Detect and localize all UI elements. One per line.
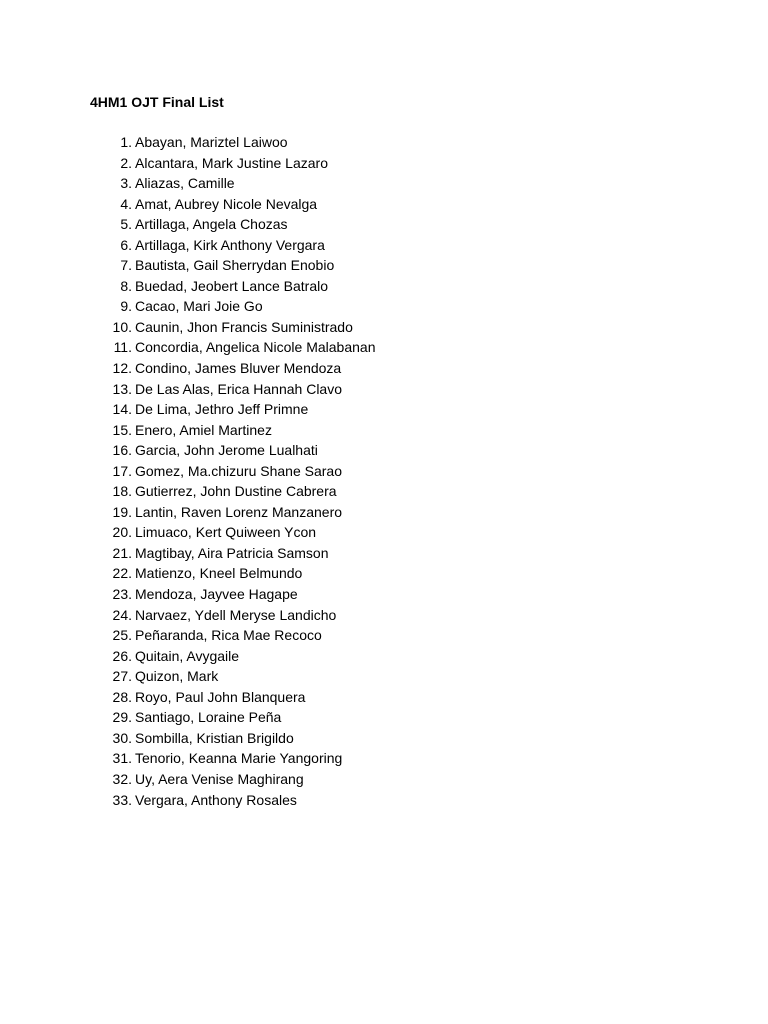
list-item-number: 16. bbox=[112, 442, 132, 459]
list-item-number: 1. bbox=[120, 134, 132, 150]
list-item-name: Buedad, Jeobert Lance Batralo bbox=[135, 277, 329, 294]
list-item-number: 31. bbox=[112, 750, 132, 767]
list-item-name: Amat, Aubrey Nicole Nevalga bbox=[135, 195, 318, 212]
list-item-number: 8. bbox=[120, 277, 132, 294]
document-title: 4HM1 OJT Final List bbox=[90, 94, 224, 110]
list-item-number: 17. bbox=[112, 462, 132, 479]
list-item-number: 32. bbox=[112, 770, 132, 787]
list-item-name: Quitain, Avygaile bbox=[135, 647, 240, 664]
list-item-name: Alcantara, Mark Justine Lazaro bbox=[135, 154, 328, 171]
list-item-name: Condino, James Bluver Mendoza bbox=[135, 360, 342, 377]
list-item-name: Tenorio, Keanna Marie Yangoring bbox=[135, 750, 343, 767]
list-item-number: 6. bbox=[120, 236, 132, 253]
list-item-number: 27. bbox=[112, 668, 132, 685]
list-item-number: 9. bbox=[120, 298, 132, 315]
list-item-number: 11. bbox=[113, 339, 132, 356]
list-item-name: Santiago, Loraine Peña bbox=[135, 709, 282, 726]
list-item-name: Lantin, Raven Lorenz Manzanero bbox=[135, 503, 343, 520]
list-item-name: Limuaco, Kert Quiween Ycon bbox=[135, 524, 317, 541]
list-item-name: Concordia, Angelica Nicole Malabanan bbox=[135, 339, 376, 356]
list-item-name: Cacao, Mari Joie Go bbox=[135, 298, 263, 315]
list-item-name: Gutierrez, John Dustine Cabrera bbox=[135, 483, 337, 500]
list-item-name: Enero, Amiel Martinez bbox=[135, 421, 272, 438]
list-item-name: Aliazas, Camille bbox=[135, 175, 235, 192]
list-item-number: 25. bbox=[112, 627, 132, 644]
list-item-number: 24. bbox=[112, 606, 132, 623]
list-item-name: De Las Alas, Erica Hannah Clavo bbox=[135, 380, 342, 397]
list-item-name: Gomez, Ma.chizuru Shane Sarao bbox=[135, 462, 342, 479]
list-item-name: Abayan, Mariztel Laiwoo bbox=[135, 134, 288, 150]
list-item-number: 7. bbox=[120, 257, 132, 274]
list-item-name: Matienzo, Kneel Belmundo bbox=[135, 565, 303, 582]
list-item-number: 22. bbox=[112, 565, 132, 582]
list-item-number: 15. bbox=[112, 421, 132, 438]
list-item-name: Artillaga, Kirk Anthony Vergara bbox=[135, 236, 325, 253]
list-item-number: 20. bbox=[112, 524, 132, 541]
list-item-number: 23. bbox=[112, 586, 132, 603]
list-item-number: 33. bbox=[112, 791, 132, 808]
list-item-number: 18. bbox=[112, 483, 132, 500]
list-item-number: 28. bbox=[112, 688, 132, 705]
list-item-number: 5. bbox=[120, 216, 132, 233]
list-item-name: Magtibay, Aira Patricia Samson bbox=[135, 544, 329, 561]
list-item-name: Royo, Paul John Blanquera bbox=[135, 688, 306, 705]
list-item-name: Artillaga, Angela Chozas bbox=[135, 216, 288, 233]
list-item-number: 19. bbox=[112, 503, 132, 520]
list-item-number: 14. bbox=[112, 401, 132, 418]
list-item-number: 30. bbox=[112, 729, 132, 746]
list-item-number: 13. bbox=[112, 380, 132, 397]
list-item-number: 29. bbox=[112, 709, 132, 726]
list-item-name: Narvaez, Ydell Meryse Landicho bbox=[135, 606, 337, 623]
list-item-number: 26. bbox=[112, 647, 132, 664]
list-item-name: Garcia, John Jerome Lualhati bbox=[135, 442, 318, 459]
list-item-name: De Lima, Jethro Jeff Primne bbox=[135, 401, 309, 418]
list-item-name: Caunin, Jhon Francis Suministrado bbox=[135, 318, 353, 335]
list-item-name: Uy, Aera Venise Maghirang bbox=[135, 770, 304, 787]
list-item-number: 4. bbox=[120, 195, 132, 212]
list-item-number: 12. bbox=[112, 360, 132, 377]
list-item-number: 21. bbox=[112, 544, 132, 561]
list-item-number: 3. bbox=[120, 175, 132, 192]
list-item-name: Peñaranda, Rica Mae Recoco bbox=[135, 627, 322, 644]
list-item-number: 10. bbox=[112, 318, 132, 335]
list-item-name: Sombilla, Kristian Brigildo bbox=[135, 729, 294, 746]
list-item-name: Vergara, Anthony Rosales bbox=[135, 791, 297, 808]
list-item-name: Bautista, Gail Sherrydan Enobio bbox=[135, 257, 335, 274]
list-item-name: Mendoza, Jayvee Hagape bbox=[135, 586, 298, 603]
list-item-number: 2. bbox=[120, 154, 132, 171]
list-item-name: Quizon, Mark bbox=[135, 668, 219, 685]
